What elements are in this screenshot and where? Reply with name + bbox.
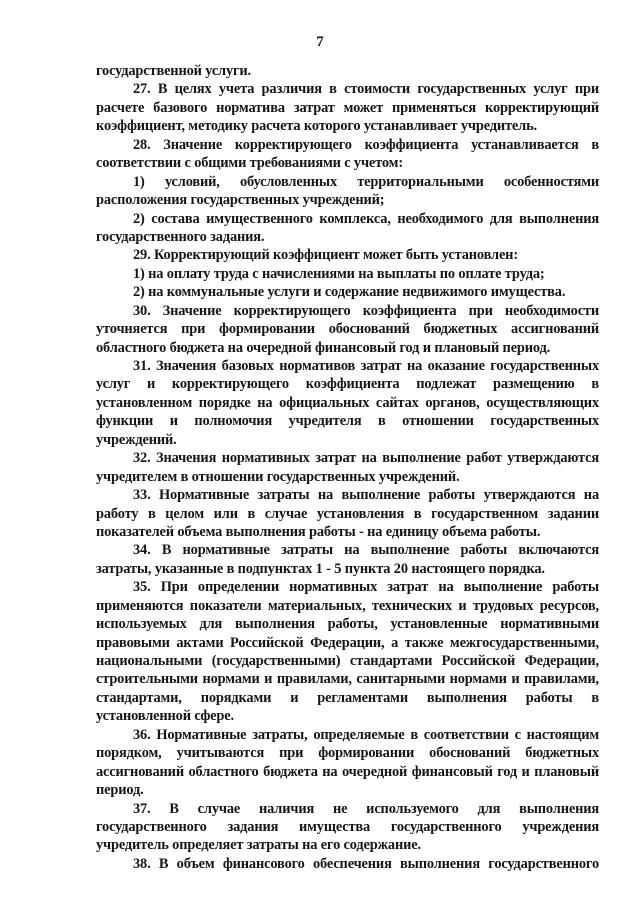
text-line: расположения государственных учреждений; (96, 192, 385, 209)
text-line: уточняется при формировании обоснований бюджетных ассигнований (96, 321, 599, 338)
text-line: установленном порядке на официальных сайтах органов, осуществляющих (96, 394, 599, 411)
text-line: 35. При определении нормативных затрат на выполнение работы (133, 579, 599, 596)
text-line: 1) условий, обусловленных территориальными особенностями (133, 173, 599, 190)
text-line: строительными нормами и правилами, санитарными нормами и правилами, (96, 671, 599, 688)
text-line: 29. Корректирующий коэффициент может быть установлен: (133, 247, 518, 264)
text-line: соответствии с общими требованиями с учетом: (96, 155, 403, 172)
text-line: расчете базового норматива затрат может применяться корректирующий (96, 99, 599, 116)
text-line: учреждений. (96, 431, 177, 448)
text-line: 32. Значения нормативных затрат на выполнение работ утверждаются (133, 450, 599, 467)
text-line: показателей объема выполнения работы - на единицу объема работы. (96, 523, 541, 540)
text-line: 37. В случае наличия не используемого для выполнения (133, 800, 599, 817)
text-line: 28. Значение корректирующего коэффициента устанавливается в (133, 136, 599, 153)
text-line: ассигнований областного бюджета на очередной финансовый год и плановый (96, 763, 599, 780)
text-line: 2) на коммунальные услуги и содержание недвижимого имущества. (133, 284, 566, 301)
text-line: применяются показатели материальных, технических и трудовых ресурсов, (96, 597, 599, 614)
text-line: 30. Значение корректирующего коэффициента при необходимости (133, 302, 599, 319)
text-line: установленной сфере. (96, 708, 234, 725)
text-line: 31. Значения базовых нормативов затрат на оказание государственных (133, 358, 599, 374)
page-number: 7 (316, 34, 324, 50)
text-line: период. (96, 782, 144, 799)
text-line: порядком, учитываются при формировании обоснований бюджетных (96, 745, 599, 762)
text-line: областного бюджета на очередной финансовый год и плановый период. (96, 339, 551, 356)
text-line: услуг и корректирующего коэффициента подлежат размещению в (96, 376, 599, 393)
text-line: государственной услуги. (96, 63, 252, 79)
text-line: 33. Нормативные затраты на выполнение работы утверждаются на (133, 487, 599, 504)
text-line: 2) состава имущественного комплекса, необходимого для выполнения (133, 210, 599, 227)
text-line: стандартами, порядками и регламентами выполнения работы в (96, 689, 599, 706)
text-line: затраты, указанные в подпунктах 1 - 5 пункта 20 настоящего порядка. (96, 560, 545, 577)
text-line: 38. В объем финансового обеспечения выполнения государственного (133, 855, 599, 872)
text-line: используемых для выполнения работы, установленные нормативными (96, 616, 599, 633)
text-line: 34. В нормативные затраты на выполнение работы включаются (133, 542, 599, 559)
text-line: государственного задания. (96, 228, 265, 245)
text-line: 27. В целях учета различия в стоимости государственных услуг при (133, 81, 599, 98)
text-line: функции и полномочия учредителя в отношении государственных (96, 413, 599, 430)
text-line: работу в целом или в случае установления в государственном задании (96, 505, 599, 522)
document-body (96, 62, 599, 873)
text-line: коэффициент, методику расчета которого устанавливает учредитель. (96, 118, 537, 135)
text-line: учредитель определяет затраты на его содержание. (96, 837, 421, 854)
text-line: 36. Нормативные затраты, определяемые в соответствии с настоящим (133, 726, 599, 743)
text-line: правовыми актами Российской Федерации, а также межгосударственными, (96, 634, 599, 651)
text-line: 1) на оплату труда с начислениями на выплаты по оплате труда; (133, 265, 545, 282)
text-line: учредителем в отношении государственных учреждений. (96, 468, 460, 485)
text-line: национальными (государственными) стандартами Российской Федерации, (96, 653, 599, 669)
text-line: государственного задания имущества государственного учреждения (96, 818, 599, 835)
